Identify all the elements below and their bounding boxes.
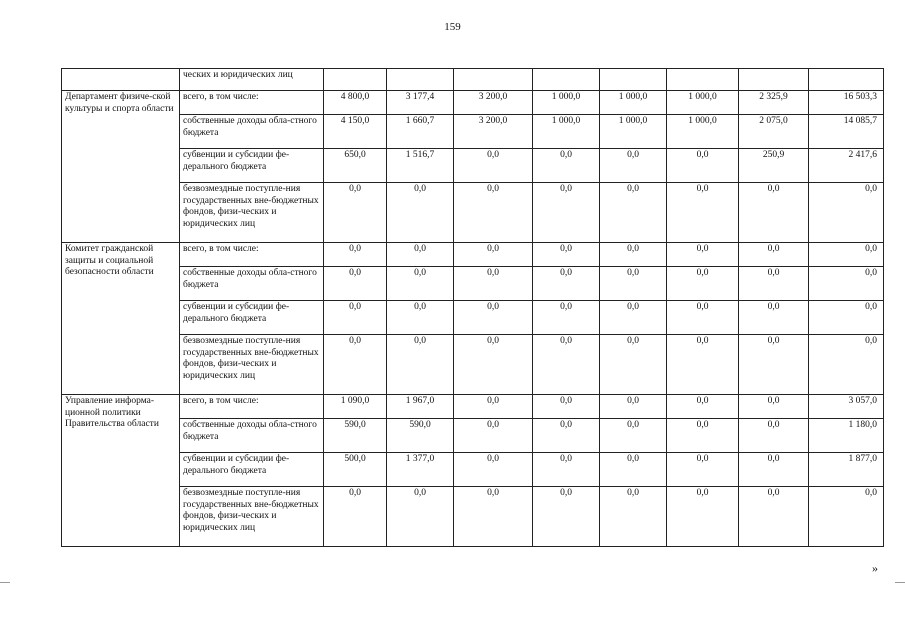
value-cell: 0,0 [600, 301, 667, 335]
table-row [62, 149, 884, 183]
value-cell: 1 090,0 [324, 395, 387, 419]
value-cell: 0,0 [667, 183, 739, 243]
value-cell: 0,0 [533, 243, 600, 267]
value-cell: 0,0 [324, 301, 387, 335]
value-cell: 0,0 [739, 267, 809, 301]
value-cell: 4 150,0 [324, 115, 387, 149]
value-cell: 0,0 [739, 335, 809, 395]
value-cell: 0,0 [667, 267, 739, 301]
value-cell [739, 69, 809, 91]
value-cell: 0,0 [600, 243, 667, 267]
value-cell: 0,0 [533, 453, 600, 487]
value-cell: 0,0 [667, 243, 739, 267]
value-cell: 0,0 [667, 301, 739, 335]
value-cell: 1 660,7 [387, 115, 454, 149]
table-row [62, 335, 884, 395]
value-cell: 0,0 [600, 419, 667, 453]
value-cell: 0,0 [387, 267, 454, 301]
funding-type-cell: ческих и юридических лиц [180, 69, 324, 91]
value-cell: 1 180,0 [809, 419, 884, 453]
department-cell: Управление информа-ционной политики Правительства области [62, 395, 180, 547]
value-cell: 0,0 [600, 149, 667, 183]
value-cell: 0,0 [324, 243, 387, 267]
value-cell: 0,0 [454, 419, 533, 453]
value-cell: 0,0 [739, 243, 809, 267]
value-cell: 0,0 [739, 395, 809, 419]
table-row [62, 243, 884, 267]
funding-type-cell: безвозмездные поступле-ния государственных вне-бюджетных фондов, физи-ческих и юридических лиц [180, 335, 324, 395]
value-cell: 0,0 [324, 335, 387, 395]
continuation-row [62, 69, 884, 91]
value-cell: 0,0 [600, 395, 667, 419]
value-cell: 0,0 [667, 453, 739, 487]
value-cell: 0,0 [809, 243, 884, 267]
value-cell: 1 000,0 [600, 91, 667, 115]
funding-type-cell: собственные доходы обла-стного бюджета [180, 419, 324, 453]
funding-type-cell: безвозмездные поступле-ния государственных вне-бюджетных фондов, физи-ческих и юридических лиц [180, 183, 324, 243]
value-cell: 16 503,3 [809, 91, 884, 115]
funding-type-cell: всего, в том числе: [180, 91, 324, 115]
value-cell: 0,0 [324, 487, 387, 547]
value-cell: 0,0 [533, 183, 600, 243]
value-cell: 0,0 [600, 335, 667, 395]
value-cell: 0,0 [454, 149, 533, 183]
value-cell: 1 000,0 [533, 91, 600, 115]
value-cell: 0,0 [387, 335, 454, 395]
value-cell: 0,0 [809, 301, 884, 335]
funding-type-cell: субвенции и субсидии фе-дерального бюджета [180, 301, 324, 335]
value-cell: 1 877,0 [809, 453, 884, 487]
value-cell: 3 200,0 [454, 91, 533, 115]
value-cell: 0,0 [667, 487, 739, 547]
funding-type-cell: безвозмездные поступле-ния государственных вне-бюджетных фондов, физи-ческих и юридических лиц [180, 487, 324, 547]
value-cell: 0,0 [809, 183, 884, 243]
funding-type-cell: собственные доходы обла-стного бюджета [180, 267, 324, 301]
value-cell: 1 000,0 [667, 91, 739, 115]
table-body [62, 69, 884, 547]
table-row [62, 395, 884, 419]
value-cell: 4 800,0 [324, 91, 387, 115]
value-cell: 0,0 [387, 301, 454, 335]
value-cell: 250,9 [739, 149, 809, 183]
budget-table [61, 68, 884, 547]
value-cell: 0,0 [667, 395, 739, 419]
value-cell [324, 69, 387, 91]
value-cell: 0,0 [454, 487, 533, 547]
value-cell: 0,0 [324, 267, 387, 301]
page-number: 159 [444, 21, 461, 33]
value-cell [387, 69, 454, 91]
value-cell: 0,0 [739, 419, 809, 453]
page-edge-mark [895, 582, 905, 583]
closing-quote: » [872, 561, 878, 575]
table-row [62, 115, 884, 149]
value-cell: 0,0 [600, 267, 667, 301]
value-cell: 14 085,7 [809, 115, 884, 149]
value-cell: 590,0 [387, 419, 454, 453]
value-cell: 2 325,9 [739, 91, 809, 115]
department-cell: Департамент физиче-ской культуры и спорта области [62, 91, 180, 243]
value-cell: 0,0 [809, 487, 884, 547]
value-cell [533, 69, 600, 91]
value-cell: 0,0 [600, 487, 667, 547]
funding-type-cell: субвенции и субсидии фе-дерального бюджета [180, 149, 324, 183]
value-cell: 0,0 [533, 267, 600, 301]
table-row [62, 487, 884, 547]
value-cell [454, 69, 533, 91]
value-cell: 1 377,0 [387, 453, 454, 487]
funding-type-cell: всего, в том числе: [180, 243, 324, 267]
value-cell: 0,0 [667, 335, 739, 395]
funding-type-cell: всего, в том числе: [180, 395, 324, 419]
value-cell: 3 057,0 [809, 395, 884, 419]
table-row [62, 183, 884, 243]
value-cell [667, 69, 739, 91]
value-cell: 0,0 [454, 301, 533, 335]
value-cell: 0,0 [533, 149, 600, 183]
value-cell: 1 516,7 [387, 149, 454, 183]
value-cell: 3 200,0 [454, 115, 533, 149]
value-cell: 0,0 [324, 183, 387, 243]
table-row [62, 419, 884, 453]
funding-type-cell: собственные доходы обла-стного бюджета [180, 115, 324, 149]
value-cell: 0,0 [533, 419, 600, 453]
value-cell: 0,0 [387, 183, 454, 243]
value-cell: 0,0 [533, 395, 600, 419]
value-cell: 0,0 [600, 183, 667, 243]
table-row [62, 301, 884, 335]
value-cell: 0,0 [454, 243, 533, 267]
value-cell: 0,0 [739, 301, 809, 335]
department-cell: Комитет гражданской защиты и социальной безопасности области [62, 243, 180, 395]
value-cell: 2 417,6 [809, 149, 884, 183]
value-cell [809, 69, 884, 91]
value-cell: 0,0 [454, 453, 533, 487]
value-cell: 0,0 [533, 487, 600, 547]
value-cell: 0,0 [667, 419, 739, 453]
value-cell: 650,0 [324, 149, 387, 183]
value-cell: 590,0 [324, 419, 387, 453]
value-cell: 0,0 [454, 183, 533, 243]
value-cell: 500,0 [324, 453, 387, 487]
table-row [62, 267, 884, 301]
value-cell: 1 000,0 [667, 115, 739, 149]
table-row [62, 453, 884, 487]
value-cell: 0,0 [533, 301, 600, 335]
value-cell: 0,0 [600, 453, 667, 487]
value-cell: 0,0 [454, 335, 533, 395]
value-cell: 0,0 [809, 267, 884, 301]
value-cell: 0,0 [739, 487, 809, 547]
value-cell: 0,0 [454, 267, 533, 301]
table-row [62, 91, 884, 115]
department-cell [62, 69, 180, 91]
value-cell: 1 000,0 [600, 115, 667, 149]
value-cell: 0,0 [809, 335, 884, 395]
value-cell: 0,0 [387, 243, 454, 267]
value-cell: 1 000,0 [533, 115, 600, 149]
funding-type-cell: субвенции и субсидии фе-дерального бюджета [180, 453, 324, 487]
value-cell: 0,0 [454, 395, 533, 419]
value-cell: 0,0 [387, 487, 454, 547]
page-edge-mark [0, 582, 10, 583]
value-cell: 2 075,0 [739, 115, 809, 149]
value-cell: 0,0 [739, 453, 809, 487]
value-cell [600, 69, 667, 91]
value-cell: 3 177,4 [387, 91, 454, 115]
value-cell: 0,0 [533, 335, 600, 395]
value-cell: 0,0 [667, 149, 739, 183]
value-cell: 1 967,0 [387, 395, 454, 419]
value-cell: 0,0 [739, 183, 809, 243]
